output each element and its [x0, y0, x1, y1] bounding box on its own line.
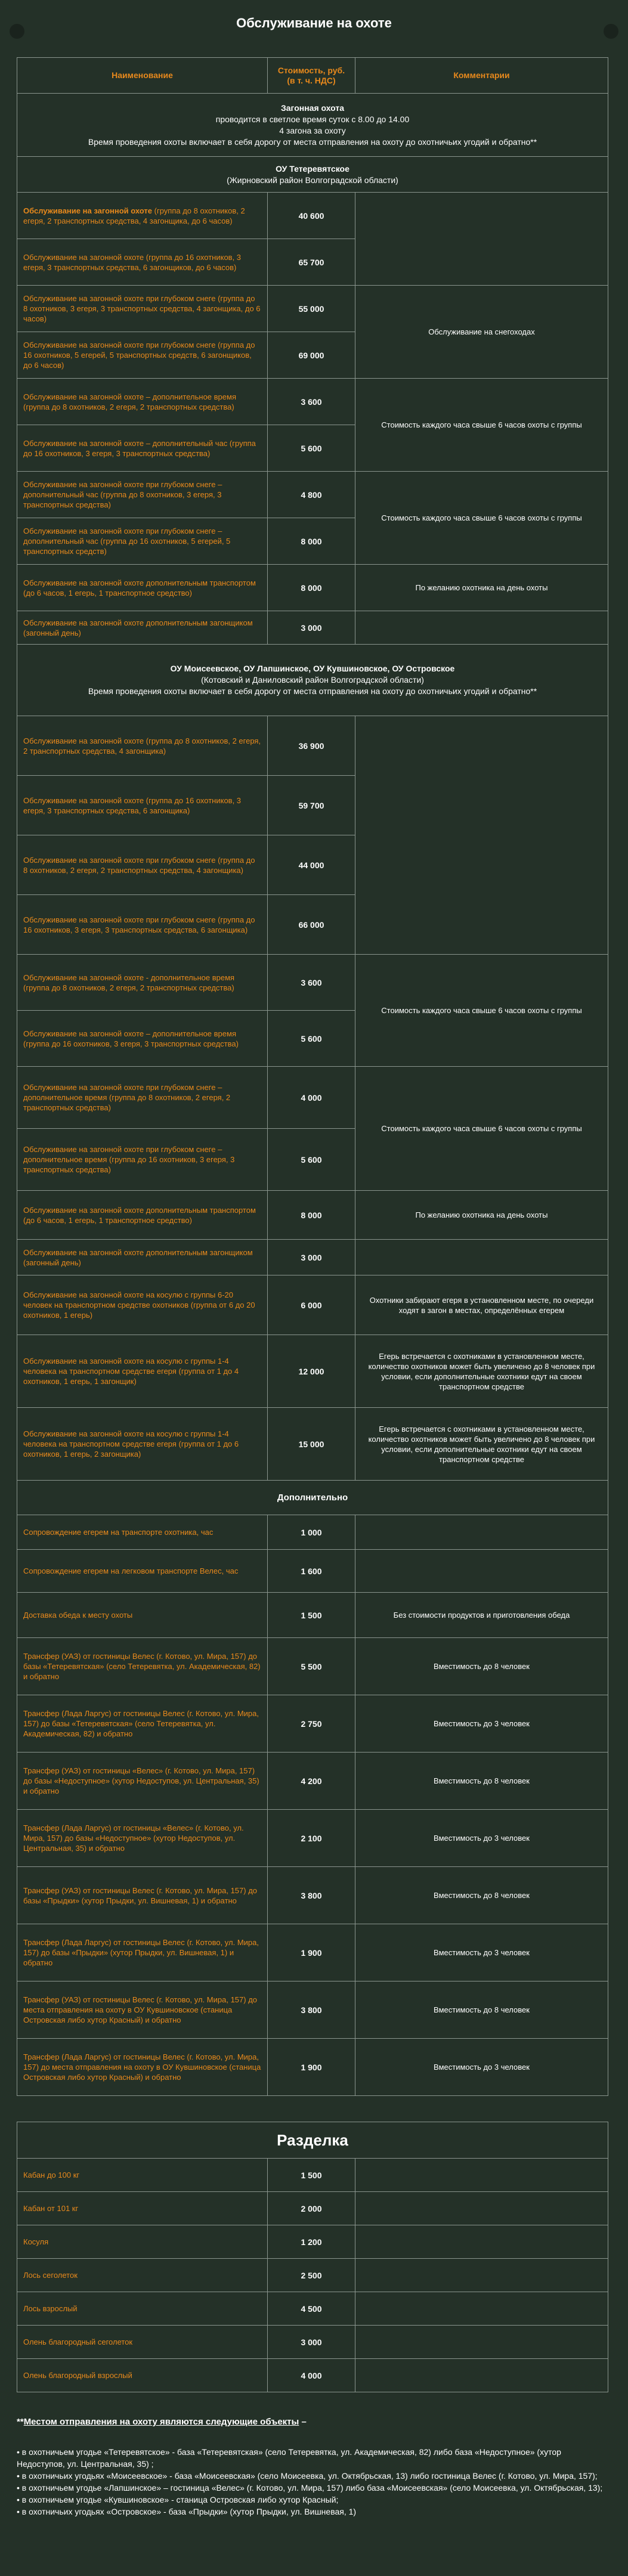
header-comment: Комментарии: [355, 58, 608, 94]
table-row: [17, 1924, 608, 1981]
service-price: 44 000: [268, 835, 355, 895]
service-comment: Без стоимости продуктов и приготовления обеда: [355, 1593, 608, 1638]
game-name: Кабан до 100 кг: [17, 2159, 268, 2192]
service-price: 1 900: [268, 1924, 355, 1981]
moi-rows: [17, 716, 608, 1481]
service-name: Трансфер (Лада Ларгус) от гостиницы Велес (г. Котово, ул. Мира, 157) до места отправления на охоту в ОУ Кувшиновское (станица Островская либо хутор Красный) и обратно: [17, 2039, 268, 2096]
service-price: 55 000: [268, 286, 355, 332]
service-comment: Вместимость до 3 человек: [355, 1695, 608, 1753]
service-name: Трансфер (Лада Ларгус) от гостиницы Велес (г. Котово, ул. Мира, 157) до базы «Прыдки» (хутор Прыдки, ул. Вишневая, 1) и обратно: [17, 1924, 268, 1981]
section-row: [17, 1481, 608, 1515]
service-comment: Стоимость каждого часа свыше 6 часов охоты с группы: [355, 472, 608, 565]
service-name: Обслуживание на загонной охоте дополнительным загонщиком (загонный день): [17, 1240, 268, 1275]
departure-points: [17, 2416, 608, 2518]
service-name-text: Обслуживание на загонной охоте дополнительным транспортом (до 6 часов, 1 егерь, 1 транспортное средство): [23, 578, 256, 597]
service-name: [17, 518, 268, 565]
service-price: 1 600: [268, 1550, 355, 1593]
service-name-text: (группа до 8 охотников, 2 егеря, 2 транспортных средства, 4 загонщика, до 6 часов): [23, 206, 245, 225]
service-price: 2 100: [268, 1810, 355, 1867]
dop-rows: [17, 1515, 608, 2096]
service-price: 3 600: [268, 379, 355, 425]
service-price: 8 000: [268, 518, 355, 565]
service-price: 5 600: [268, 1129, 355, 1191]
game-name: Лось сеголеток: [17, 2259, 268, 2292]
service-comment: По желанию охотника на день охоты: [355, 565, 608, 611]
service-comment: Егерь встречается с охотниками в установленном месте, количество охотников может быть увеличено до 8 человек при условии, если дополнительные охотники едут на своем транспортном средстве: [355, 1335, 608, 1408]
footer-dash: –: [299, 2417, 307, 2427]
service-price: 3 000: [268, 611, 355, 645]
service-price: 4 000: [268, 1067, 355, 1129]
service-name: Обслуживание на загонной охоте при глубоком снеге – дополнительное время (группа до 16 охотников, 3 егеря, 3 транспортных средства): [17, 1129, 268, 1191]
footer-heading-text: Местом отправления на охоту являются следующие объекты: [23, 2417, 299, 2427]
corner-decoration: [604, 24, 618, 39]
service-name: [17, 193, 268, 239]
table-row: [17, 1981, 608, 2039]
table-row: [17, 1408, 608, 1481]
service-price: 5 600: [268, 425, 355, 472]
service-price: 4 200: [268, 1753, 355, 1810]
service-price: 8 000: [268, 565, 355, 611]
service-comment: Вместимость до 3 человек: [355, 1810, 608, 1867]
service-comment: Вместимость до 8 человек: [355, 1753, 608, 1810]
service-price: 65 700: [268, 239, 355, 286]
service-name: Обслуживание на загонной охоте (группа до 8 охотников, 2 егеря, 2 транспортных средства, 4 загонщика): [17, 716, 268, 776]
service-name-bold: Обслуживание на загонной охоте: [23, 206, 153, 215]
service-comment: [355, 1550, 608, 1593]
service-name-text: Обслуживание на загонной охоте – дополнительное время (группа до 8 охотников, 2 егеря, 2 транспортных средства): [23, 392, 236, 411]
service-comment: Егерь встречается с охотниками в установленном месте, количество охотников может быть увеличено до 8 человек при условии, если дополнительные охотники едут на своем транспортном средстве: [355, 1408, 608, 1481]
service-name: Обслуживание на загонной охоте (группа до 16 охотников, 3 егеря, 3 транспортных средства, 6 загонщика): [17, 776, 268, 835]
service-comment: [355, 716, 608, 955]
header-price: Стоимость, руб. (в т. ч. НДС): [268, 58, 355, 94]
game-comment: [355, 2159, 608, 2192]
table-header-row: [17, 58, 608, 94]
table-row: [17, 1695, 608, 1753]
table-row: [17, 716, 608, 776]
service-price: 5 600: [268, 1011, 355, 1067]
game-name: Кабан от 101 кг: [17, 2192, 268, 2225]
service-price: 2 750: [268, 1695, 355, 1753]
table-row: [17, 611, 608, 645]
table-row: [17, 2225, 608, 2259]
service-name: Обслуживание на загонной охоте – дополнительное время (группа до 16 охотников, 3 егеря, 3 транспортных средства): [17, 1011, 268, 1067]
table-row: [17, 2326, 608, 2359]
section-text: проводится в светлое время суток с 8.00 до 14.00: [215, 114, 410, 124]
table-row: [17, 2039, 608, 2096]
service-comment: [355, 1240, 608, 1275]
table-row: [17, 565, 608, 611]
table-row: [17, 2292, 608, 2326]
table-row: [17, 2192, 608, 2225]
service-name: Обслуживание на загонной охоте при глубоком снеге (группа до 8 охотников, 2 егеря, 2 транспортных средства, 4 загонщика): [17, 835, 268, 895]
game-name: Олень благородный взрослый: [17, 2359, 268, 2392]
service-name-text: Обслуживание на загонной охоте при глубоком снеге (группа до 8 охотников, 3 егеря, 3 транспортных средства, 4 загонщика, до 6 часов): [23, 294, 261, 323]
service-price: 40 600: [268, 193, 355, 239]
service-comment: Обслуживание на снегоходах: [355, 286, 608, 379]
section-dop: Дополнительно: [17, 1481, 608, 1515]
service-name: [17, 286, 268, 332]
section-title: ОУ Моисеевское, ОУ Лапшинское, ОУ Кувшиновское, ОУ Островское: [170, 664, 455, 673]
game-name: Олень благородный сеголеток: [17, 2326, 268, 2359]
service-comment: [355, 611, 608, 645]
section-subtitle: (Жирновский район Волгоградской области): [227, 175, 398, 185]
service-name: Трансфер (Лада Ларгус) от гостиницы Велес (г. Котово, ул. Мира, 157) до базы «Тетеревятская» (село Тетеревятка, ул. Академическая, 82) и обратно: [17, 1695, 268, 1753]
tet-rows: [17, 193, 608, 645]
game-price: 4 500: [268, 2292, 355, 2326]
table-row: [17, 1515, 608, 1550]
service-name: Трансфер (УАЗ) от гостиницы Велес (г. Котово, ул. Мира, 157) до базы «Тетеревятская» (село Тетеревятка, ул. Академическая, 82) и обратно: [17, 1638, 268, 1695]
service-price: 3 800: [268, 1867, 355, 1924]
page-title: Обслуживание на охоте: [236, 16, 392, 30]
service-price: 6 000: [268, 1275, 355, 1335]
razdelka-title: Разделка: [17, 2122, 608, 2159]
table-row: [17, 1867, 608, 1924]
table-row: [17, 1335, 608, 1408]
table-row: [17, 472, 608, 518]
section-moiseevskoe: [17, 645, 608, 716]
service-price: 4 800: [268, 472, 355, 518]
service-name: Сопровождение егерем на легковом транспорте Велес, час: [17, 1550, 268, 1593]
header-name: Наименование: [17, 58, 268, 94]
service-comment: Вместимость до 3 человек: [355, 1924, 608, 1981]
game-name: Косуля: [17, 2225, 268, 2259]
service-name: Обслуживание на загонной охоте при глубоком снеге (группа до 16 охотников, 3 егеря, 3 транспортных средства, 6 загонщика): [17, 895, 268, 955]
service-name: Обслуживание на загонной охоте на косулю с группы 1-4 человека на транспортном средстве егеря (группа от 1 до 6 охотников, 1 егерь, 2 загонщика): [17, 1408, 268, 1481]
table-row: [17, 193, 608, 239]
table-row: [17, 2259, 608, 2292]
service-price: 69 000: [268, 332, 355, 379]
footer-line: • в охотничьих угодьях «Островское» - база «Прыдки» (хутор Прыдки, ул. Вишневая, 1): [17, 2507, 357, 2516]
service-comment: Вместимость до 3 человек: [355, 2039, 608, 2096]
service-price: 3 600: [268, 955, 355, 1011]
table-row: [17, 1593, 608, 1638]
table-row: [17, 1240, 608, 1275]
game-comment: [355, 2259, 608, 2292]
service-comment: По желанию охотника на день охоты: [355, 1191, 608, 1240]
game-price: 2 500: [268, 2259, 355, 2292]
game-price: 3 000: [268, 2326, 355, 2359]
service-name: Трансфер (УАЗ) от гостиницы «Велес» (г. Котово, ул. Мира, 157) до базы «Недоступное» (хутор Недоступов, ул. Центральная, 35) и обратно: [17, 1753, 268, 1810]
game-comment: [355, 2326, 608, 2359]
service-price: 36 900: [268, 716, 355, 776]
service-name: Трансфер (УАЗ) от гостиницы Велес (г. Котово, ул. Мира, 157) до места отправления на охоту в ОУ Кувшиновское (станица Островская либо хутор Красный) и обратно: [17, 1981, 268, 2039]
service-price: 12 000: [268, 1335, 355, 1408]
service-name: [17, 611, 268, 645]
game-price: 4 000: [268, 2359, 355, 2392]
game-comment: [355, 2359, 608, 2392]
section-subtitle: (Котовский и Даниловский район Волгоградской области): [201, 675, 424, 685]
service-name: [17, 332, 268, 379]
service-name: Трансфер (Лада Ларгус) от гостиницы «Велес» (г. Котово, ул. Мира, 157) до базы «Недоступное» (хутор Недоступов, ул. Центральная, 35) и обратно: [17, 1810, 268, 1867]
service-name: Обслуживание на загонной охоте на косулю с группы 6-20 человек на транспортном средстве охотников (группа от 6 до 20 охотников, 1 егерь): [17, 1275, 268, 1335]
table-row: [17, 2359, 608, 2392]
game-price: 1 200: [268, 2225, 355, 2259]
service-price: 8 000: [268, 1191, 355, 1240]
service-comment: Стоимость каждого часа свыше 6 часов охоты с группы: [355, 955, 608, 1067]
service-name-text: Обслуживание на загонной охоте при глубоком снеге – дополнительный час (группа до 8 охотников, 3 егеря, 3 транспортных средства): [23, 480, 222, 509]
section-text: Время проведения охоты включает в себя дорогу от места отправления на охоту до охотничьих угодий и обратно**: [88, 137, 537, 147]
service-comment: Вместимость до 8 человек: [355, 1867, 608, 1924]
service-name-text: Обслуживание на загонной охоте при глубоком снеге (группа до 16 охотников, 5 егерей, 5 транспортных средств, 6 загонщиков, до 6 часов): [23, 340, 255, 370]
service-comment: Вместимость до 8 человек: [355, 1981, 608, 2039]
table-row: [17, 2159, 608, 2192]
service-price: 59 700: [268, 776, 355, 835]
game-price: 1 500: [268, 2159, 355, 2192]
section-text: Время проведения охоты включает в себя дорогу от места отправления на охоту до охотничьих угодий и обратно**: [88, 686, 537, 696]
service-price: 3 000: [268, 1240, 355, 1275]
game-price: 2 000: [268, 2192, 355, 2225]
service-name: [17, 379, 268, 425]
prices-table: [17, 57, 608, 2096]
razdelka-header-row: [17, 2122, 608, 2159]
footer-line: • в охотничьих угодьях «Моисеевское» - база «Моисеевская» (село Моисеевка, ул. Октябрьская, 13) либо гостиница Велес (г. Котово, ул. Мира, 157);: [17, 2471, 598, 2481]
razdelka-rows: [17, 2159, 608, 2392]
service-name: Обслуживание на загонной охоте при глубоком снеге – дополнительное время (группа до 8 охотников, 2 егеря, 2 транспортных средства): [17, 1067, 268, 1129]
service-comment: Охотники забирают егеря в установленном месте, по очереди ходят в загон в местах, определённых егерем: [355, 1275, 608, 1335]
table-row: [17, 1191, 608, 1240]
service-name: Сопровождение егерем на транспорте охотника, час: [17, 1515, 268, 1550]
service-name: Доставка обеда к месту охоты: [17, 1593, 268, 1638]
service-comment: Стоимость каждого часа свыше 6 часов охоты с группы: [355, 379, 608, 472]
section-row: [17, 157, 608, 193]
service-name: [17, 472, 268, 518]
table-row: [17, 379, 608, 425]
service-name-text: Обслуживание на загонной охоте (группа до 16 охотников, 3 егеря, 3 транспортных средства, 6 загонщиков, до 6 часов): [23, 252, 242, 272]
service-price: 3 800: [268, 1981, 355, 2039]
service-price: 1 500: [268, 1593, 355, 1638]
service-price: 1 900: [268, 2039, 355, 2096]
table-row: [17, 1550, 608, 1593]
table-row: [17, 1067, 608, 1129]
section-tetereviatskoe: [17, 157, 608, 193]
service-price: 15 000: [268, 1408, 355, 1481]
table-row: [17, 1275, 608, 1335]
service-comment: Стоимость каждого часа свыше 6 часов охоты с группы: [355, 1067, 608, 1191]
service-price: 1 000: [268, 1515, 355, 1550]
table-row: [17, 1810, 608, 1867]
service-name: [17, 425, 268, 472]
section-title: ОУ Тетеревятское: [276, 163, 349, 174]
game-comment: [355, 2192, 608, 2225]
service-comment: Вместимость до 8 человек: [355, 1638, 608, 1695]
game-comment: [355, 2225, 608, 2259]
service-name-text: Обслуживание на загонной охоте при глубоком снеге – дополнительный час (группа до 16 охотников, 5 егерей, 5 транспортных средств): [23, 527, 231, 556]
section-text: 4 загона за охоту: [279, 125, 346, 135]
service-name: Обслуживание на загонной охоте на косулю с группы 1-4 человека на транспортном средстве егеря (группа от 1 до 4 охотников, 1 егерь, 1 загонщик): [17, 1335, 268, 1408]
footer-line: • в охотничьем угодье «Кувшиновское» - станица Островская либо хутор Красный;: [17, 2495, 339, 2504]
table-row: [17, 955, 608, 1011]
footer-line: • в охотничьем угодье «Лапшинское» – гостиница «Велес» (г. Котово, ул. Мира, 157) либо база «Моисеевская» (село Моисеевка, ул. Октябрьская, 13);: [17, 2483, 603, 2493]
footer-heading: [17, 2416, 608, 2428]
service-name: [17, 239, 268, 286]
service-name-text: Обслуживание на загонной охоте – дополнительный час (группа до 16 охотников, 3 егеря, 3 транспортных средства): [23, 438, 256, 458]
footer-prefix: **: [17, 2417, 24, 2427]
footer-lines: [17, 2446, 608, 2518]
table-row: [17, 1638, 608, 1695]
table-row: [17, 286, 608, 332]
section-row: [17, 645, 608, 716]
service-name: Трансфер (УАЗ) от гостиницы Велес (г. Котово, ул. Мира, 157) до базы «Прыдки» (хутор Прыдки, ул. Вишневая, 1) и обратно: [17, 1867, 268, 1924]
service-name: Обслуживание на загонной охоте - дополнительное время (группа до 8 охотников, 2 егеря, 2 транспортных средства): [17, 955, 268, 1011]
service-name: Обслуживание на загонной охоте дополнительным транспортом (до 6 часов, 1 егерь, 1 транспортное средство): [17, 1191, 268, 1240]
game-comment: [355, 2292, 608, 2326]
corner-decoration: [10, 24, 24, 39]
service-price: 5 500: [268, 1638, 355, 1695]
razdelka-table: [17, 2122, 608, 2392]
footer-line: • в охотничьем угодье «Тетеревятское» - база «Тетеревятская» (село Тетеревятка, ул. Академическая, 82) либо база «Недоступное» (хутор Недоступов, ул. Центральная, 35) ;: [17, 2447, 561, 2469]
service-comment: [355, 193, 608, 286]
service-name-text: Обслуживание на загонной охоте дополнительным загонщиком (загонный день): [23, 618, 253, 637]
game-name: Лось взрослый: [17, 2292, 268, 2326]
service-name: [17, 565, 268, 611]
section-row: [17, 94, 608, 157]
table-row: [17, 1753, 608, 1810]
section-title: Загонная охота: [281, 103, 344, 113]
service-price: 66 000: [268, 895, 355, 955]
service-comment: [355, 1515, 608, 1550]
section-zagon: [17, 94, 608, 157]
